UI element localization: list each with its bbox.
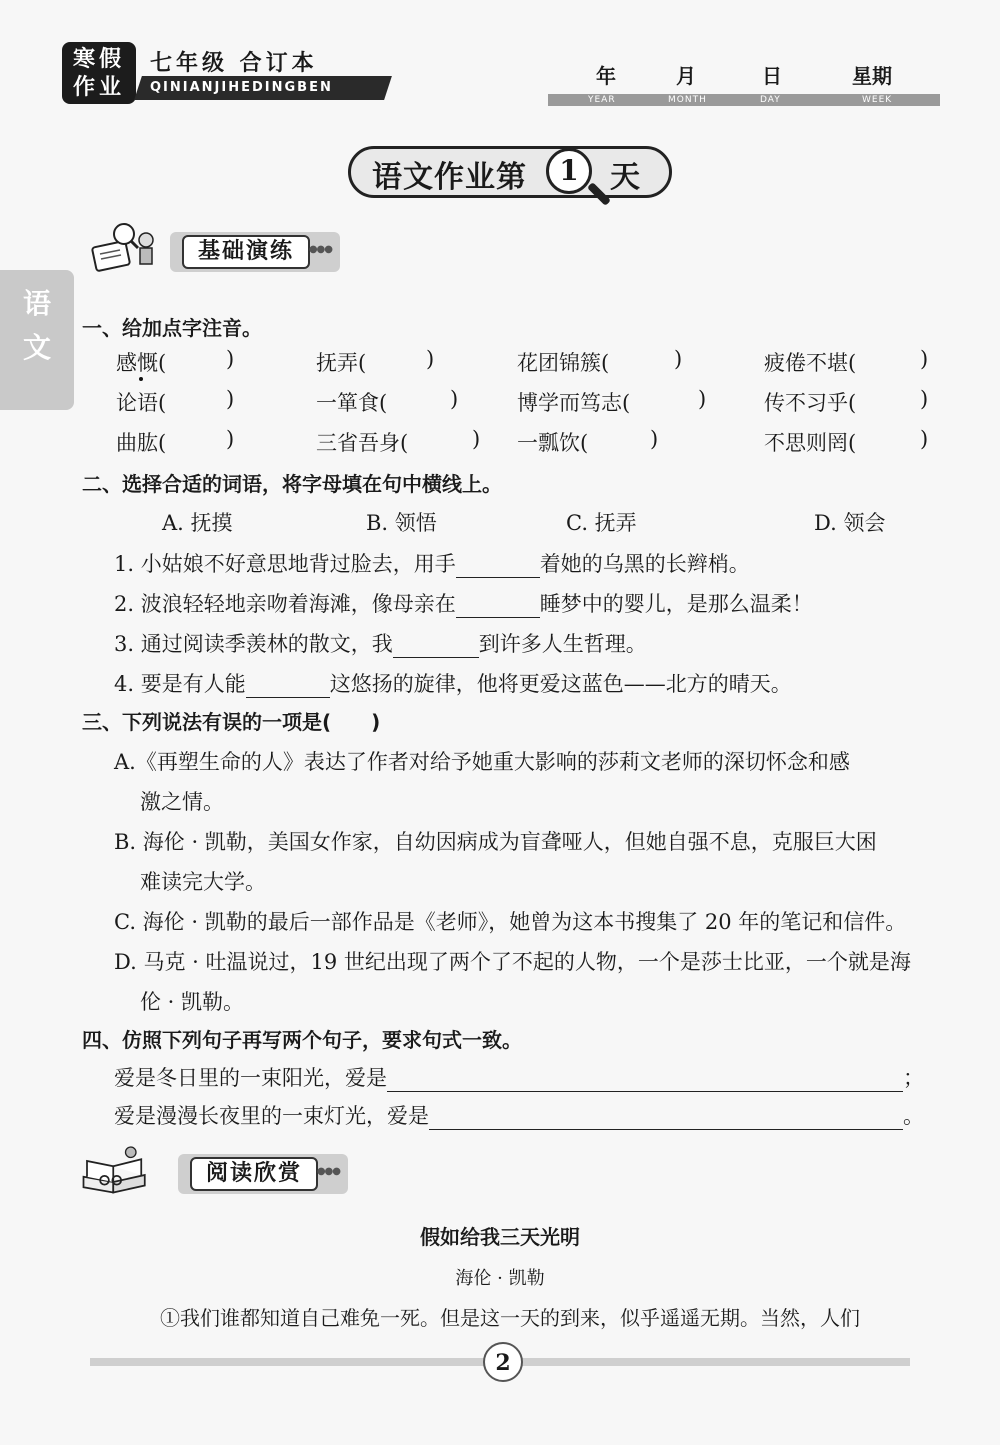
section-title-basics: 基础演练 [182, 235, 310, 269]
q1-item [116, 427, 166, 457]
q1-r3-c3-close: ) [650, 427, 659, 451]
q1-item [116, 347, 166, 377]
q1-r1-c2-text: 抚弄( [316, 351, 367, 375]
q1-r3-c4-close: ) [920, 427, 929, 451]
q2-option-a: A. 抚摸 [162, 511, 233, 535]
page-number: 2 [483, 1342, 523, 1382]
q4-line-1 [114, 1062, 924, 1092]
q1-item [316, 387, 387, 417]
q1-r3-c1-close: ) [226, 427, 235, 451]
q1-r2-c1-text: 论语( [116, 391, 167, 415]
q3-option-d-line2: 伦 · 凯勒。 [140, 990, 245, 1014]
subject-side-tab [0, 270, 74, 410]
date-year-label: 年 [596, 64, 616, 88]
section-banner-basics [170, 232, 340, 272]
q1-r2-c1-close: ) [226, 387, 235, 411]
q1-r3-c4-text: 不思则罔( [764, 431, 857, 455]
section-banner-reading [178, 1154, 348, 1194]
q3-option-a-line1: A.《再塑生命的人》表达了作者对给予她重大影响的莎莉文老师的深切怀念和感 [114, 750, 850, 774]
q1-item [316, 427, 408, 457]
reading-title: 假如给我三天光明 [420, 1225, 580, 1249]
q1-r2-c2-close: ) [450, 387, 459, 411]
brand-line-1: 寒假 [72, 47, 125, 72]
q1-r1-c2-close: ) [426, 347, 435, 371]
q4-line-2 [114, 1100, 924, 1130]
pinyin-strip [134, 76, 392, 100]
q2-s4-a: 4. 要是有人能 [114, 672, 246, 696]
q3-heading: 三、下列说法有误的一项是( ) [82, 710, 381, 734]
tablet-study-icon [88, 218, 158, 274]
date-week-label: 星期 [852, 64, 892, 88]
date-year-sub: YEAR [588, 95, 616, 105]
q2-s4-blank[interactable] [246, 673, 330, 698]
q4-l1-text: 爱是冬日里的一束阳光，爱是 [114, 1066, 387, 1090]
date-month-sub: MONTH [668, 95, 707, 105]
q1-r2-c3-close: ) [698, 387, 707, 411]
q1-item [764, 347, 856, 377]
q3-option-d-line1: D. 马克 · 吐温说过，19 世纪出现了两个了不起的人物，一个是莎士比亚，一个就是海 [114, 950, 911, 974]
q1-r2-c2-text: 一箪食( [316, 391, 388, 415]
q3-option-b-line1: B. 海伦 · 凯勒，美国女作家，自幼因病成为盲聋哑人，但她自强不息，克服巨大困 [114, 830, 877, 854]
date-day-label: 日 [762, 64, 782, 88]
reading-paragraph-1: ①我们谁都知道自己难免一死。但是这一天的到来，似乎遥遥无期。当然，人们 [160, 1306, 860, 1330]
q3-option-c: C. 海伦 · 凯勒的最后一部作品是《老师》，她曾为这本书搜集了 20 年的笔记和信件。 [114, 910, 907, 934]
q1-r2-c4-close: ) [920, 387, 929, 411]
q4-l2-text: 爱是漫漫长夜里的一束灯光，爱是 [114, 1104, 429, 1128]
q2-s1-a: 1. 小姑娘不好意思地背过脸去，用手 [114, 552, 456, 576]
q1-r1-c4-text: 疲倦不堪( [764, 351, 857, 375]
q1-item [764, 427, 856, 457]
q1-item [517, 347, 609, 377]
q2-s3-blank[interactable] [393, 633, 479, 658]
side-tab-char-2: 文 [22, 331, 51, 364]
title-suffix: 天 [610, 160, 640, 195]
date-day-sub: DAY [760, 95, 781, 105]
q1-item [517, 387, 630, 417]
page-title: 语文作业第 [372, 160, 527, 195]
q4-l2-blank[interactable] [429, 1105, 903, 1130]
q2-sentence-1 [114, 548, 750, 578]
reading-author: 海伦 · 凯勒 [455, 1268, 545, 1289]
brand-line-2: 作业 [72, 75, 125, 100]
q4-l1-blank[interactable] [387, 1067, 903, 1092]
day-number: 1 [559, 154, 579, 187]
q1-item [116, 387, 166, 417]
q1-item [316, 347, 366, 377]
q1-heading: 一、给加点字注音。 [82, 316, 262, 340]
q2-s2-a: 2. 波浪轻轻地亲吻着海滩，像母亲在 [114, 592, 456, 616]
q1-r1-c1-text: 感慨( [116, 351, 167, 375]
q2-option-c: C. 抚弄 [566, 511, 637, 535]
date-week-sub: WEEK [862, 95, 893, 105]
q2-s1-blank[interactable] [456, 553, 540, 578]
pinyin-text: QINIANJIHEDINGBEN [150, 80, 333, 95]
q1-r1-c3-close: ) [674, 347, 683, 371]
side-tab-char-1: 语 [22, 287, 51, 320]
q2-sentence-4 [114, 668, 792, 698]
magnifier-icon [546, 148, 592, 194]
q3-option-b-line2: 难读完大学。 [140, 870, 266, 894]
q2-s3-a: 3. 通过阅读季羡林的散文，我 [114, 632, 393, 656]
q2-heading: 二、选择合适的词语，将字母填在句中横线上。 [82, 472, 502, 496]
q4-l2-end: 。 [903, 1104, 924, 1128]
q2-s3-b: 到许多人生哲理。 [478, 632, 647, 656]
q2-s2-b: 睡梦中的婴儿，是那么温柔！ [539, 592, 813, 616]
dots-decoration: ●●● [308, 244, 332, 255]
q2-option-b: B. 领悟 [366, 511, 437, 535]
grade-label: 七年级 合订本 [150, 50, 318, 76]
q1-r1-c4-close: ) [920, 347, 929, 371]
q1-r3-c1-text: 曲肱( [116, 431, 167, 455]
q2-s1-b: 着她的乌黑的长辫梢。 [539, 552, 750, 576]
q1-r1-c3-text: 花团锦簇( [517, 351, 610, 375]
dots-decoration: ●●● [316, 1166, 340, 1177]
q1-r3-c2-text: 三省吾身( [316, 431, 409, 455]
q1-item [764, 387, 856, 417]
date-month-label: 月 [676, 64, 696, 88]
q1-r3-c3-text: 一瓢饮( [517, 431, 589, 455]
q3-option-a-line2: 激之情。 [140, 790, 224, 814]
q1-r3-c2-close: ) [472, 427, 481, 451]
q1-item [517, 427, 588, 457]
section-title-reading: 阅读欣赏 [190, 1157, 318, 1191]
q2-s4-b: 这悠扬的旋律，他将更爱这蓝色——北方的晴天。 [329, 672, 792, 696]
book-glasses-icon [80, 1140, 150, 1196]
q2-sentence-2 [114, 588, 813, 618]
q4-l1-end: ； [903, 1066, 924, 1090]
q1-r2-c3-text: 博学而笃志( [517, 391, 631, 415]
q4-heading: 四、仿照下列句子再写两个句子，要求句式一致。 [82, 1028, 522, 1052]
brand-logo [62, 42, 136, 104]
q1-r2-c4-text: 传不习乎( [764, 391, 857, 415]
q2-s2-blank[interactable] [456, 593, 540, 618]
q2-sentence-3 [114, 628, 647, 658]
q2-option-d: D. 领会 [814, 511, 886, 535]
q1-r1-c1-close: ) [226, 347, 235, 371]
